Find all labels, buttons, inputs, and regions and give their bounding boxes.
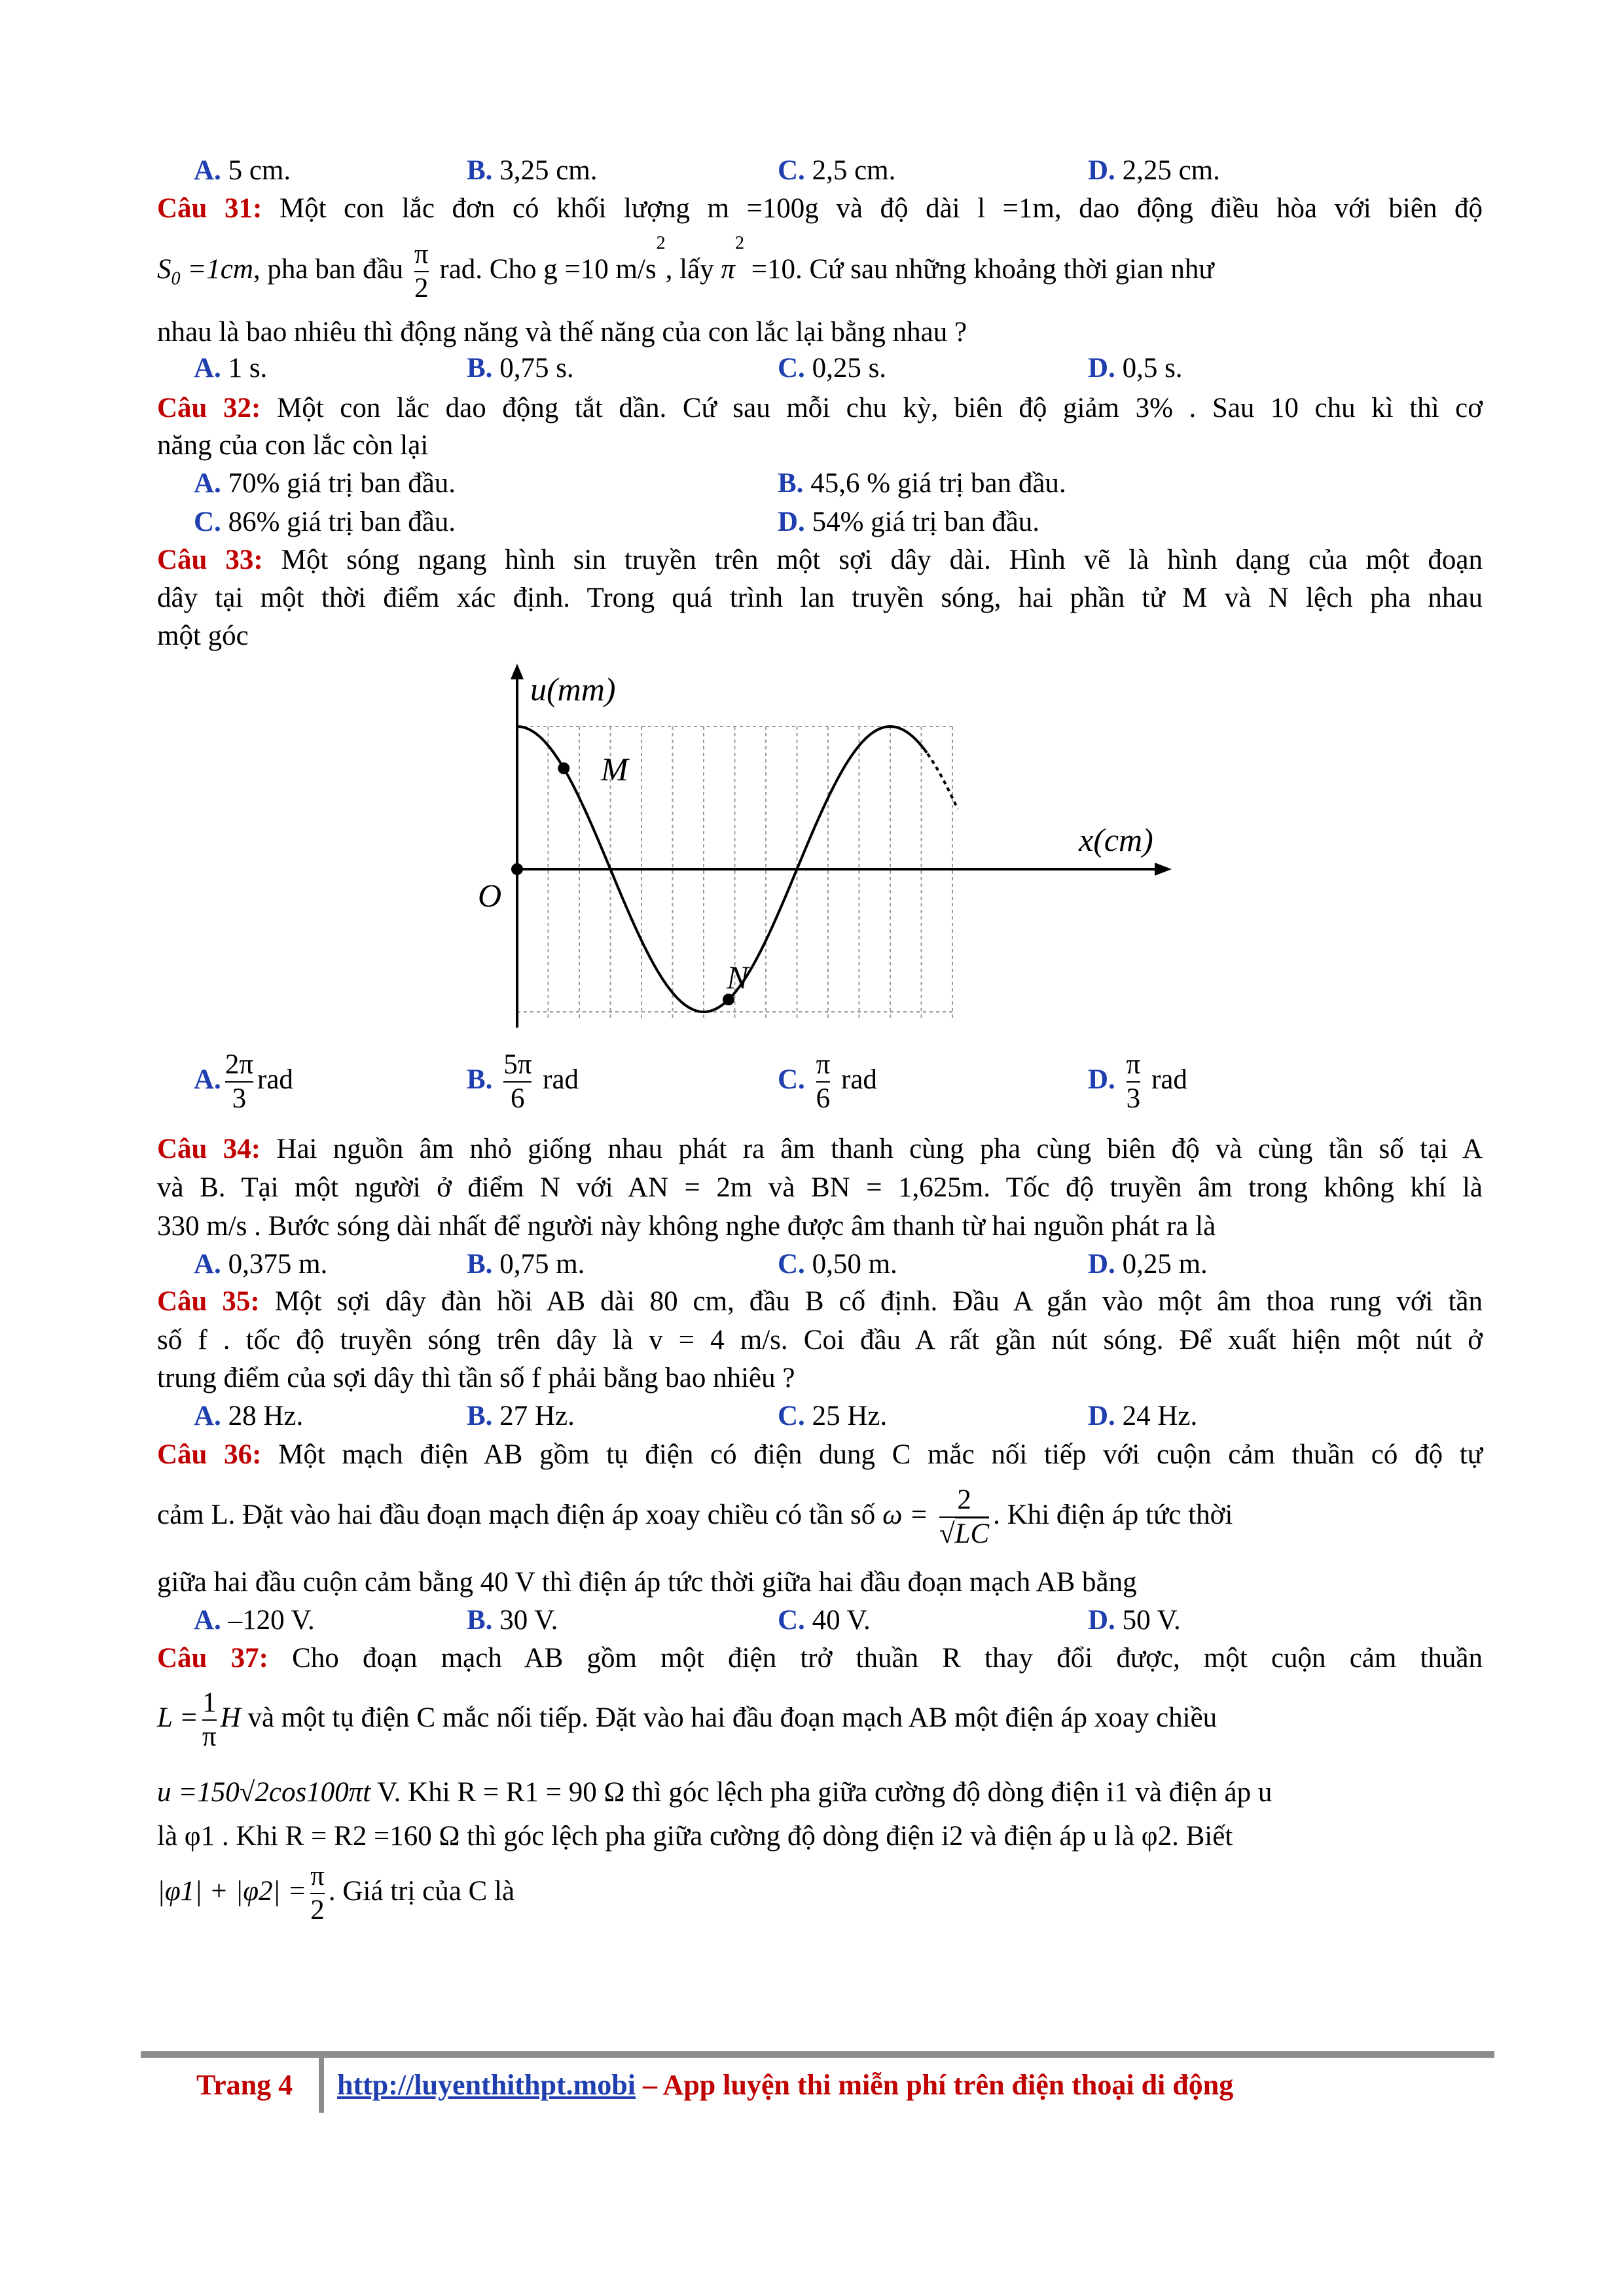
point-m-dot [558, 762, 569, 774]
q36-option-c: C. 40 V. [778, 1605, 871, 1636]
y-axis-arrow [511, 664, 524, 679]
q31-option-a: A. 1 s. [194, 353, 268, 384]
q33-option-d: D. $\frac{\pi}{3}$ rad [1088, 1049, 1187, 1115]
q36-omega-fraction: $\frac{2}{√LC}$ [939, 1484, 990, 1550]
footer-divider [319, 2058, 324, 2113]
q35-option-c: C. 25 Hz. [778, 1401, 888, 1431]
q35-option-a: A. 28 Hz. [194, 1401, 304, 1431]
q35-option-b: B. 27 Hz. [467, 1401, 575, 1431]
q31-option-b: B. 0,75 s. [467, 353, 574, 384]
footer-text: http://luyenthithpt.mobi – App luyện thi miễn phí trên điện thoại di động [337, 2069, 1234, 2101]
q33-option-a: A. $\frac{2\pi}{3}$ rad [194, 1049, 293, 1115]
q36-line-2: cảm L. Đặt vào hai đầu đoạn mạch điện áp xoay chiều có tần số ω = $\frac{2}{√LC}$ . Khi điện áp tức thời [157, 1484, 1233, 1550]
q32-line-1: Câu 32: Một con lắc dao động tắt dần. Cứ sau mỗi chu kỳ, biên độ giảm 3% . Sau 10 chu kì thì cơ [157, 393, 1483, 423]
q32-option-d: D. 54% giá trị ban đầu. [778, 507, 1040, 537]
q36-line-1: Câu 36: Một mạch điện AB gồm tụ điện có điện dung C mắc nối tiếp với cuộn cảm thuần có độ tự [157, 1439, 1483, 1470]
origin-point [511, 863, 523, 875]
q30-option-a: A. 5 cm. [194, 155, 291, 186]
q36-option-b: B. 30 V. [467, 1605, 558, 1636]
wave-curve-dashed-end [928, 754, 958, 810]
q32-option-b: B. 45,6 % giá trị ban đầu. [778, 468, 1066, 499]
q33-option-c: C. $\frac{\pi}{6}$ rad [778, 1049, 877, 1115]
q35-option-d: D. 24 Hz. [1088, 1401, 1198, 1431]
q35-line-1: Câu 35: Một sợi dây đàn hồi AB dài 80 cm, đầu B cố định. Đầu A gắn vào một âm thoa rung với tần [157, 1286, 1483, 1317]
q37-line-1: Câu 37: Cho đoạn mạch AB gồm một điện trở thuần R thay đổi được, một cuộn cảm thuần [157, 1643, 1483, 1674]
x-axis-arrow [1155, 863, 1172, 876]
point-m-label: M [601, 751, 628, 787]
q36-option-d: D. 50 V. [1088, 1605, 1181, 1636]
q30-option-b: B. 3,25 cm. [467, 155, 598, 186]
q36-line-3: giữa hai đầu cuộn cảm bằng 40 V thì điện áp tức thời giữa hai đầu đoạn mạch AB bằng [157, 1567, 1137, 1598]
q37-line-4: là φ1 . Khi R = R2 =160 Ω thì góc lệch pha giữa cường độ dòng điện i2 và điện áp u là φ2. Biết [157, 1821, 1233, 1852]
q34-line-2: và B. Tại một người ở điểm N với AN = 2m và BN = 1,625m. Tốc độ truyền âm trong không khí là [157, 1172, 1483, 1203]
q34-line-1: Câu 34: Hai nguồn âm nhỏ giống nhau phát ra âm thanh cùng pha cùng biên độ và cùng tần số tại A [157, 1134, 1483, 1164]
q31-option-d: D. 0,5 s. [1088, 353, 1183, 384]
q37-line-5: |φ1| + |φ2| = $\frac{\pi}{2}$ . Giá trị của C là [157, 1861, 515, 1926]
q34-option-d: D. 0,25 m. [1088, 1249, 1208, 1280]
q31-option-c: C. 0,25 s. [778, 353, 887, 384]
q32-option-a: A. 70% giá trị ban đầu. [194, 468, 456, 499]
footer-rule [141, 2051, 1494, 2058]
q37-sum-fraction: $\frac{\pi}{2}$ [310, 1861, 325, 1926]
q30-option-c: C. 2,5 cm. [778, 155, 896, 186]
q37-l-fraction: $\frac{1}{\pi}$ [202, 1687, 217, 1753]
q31-line-3: nhau là bao nhiêu thì động năng và thế năng của con lắc lại bằng nhau ? [157, 317, 967, 348]
q34-option-b: B. 0,75 m. [467, 1249, 585, 1280]
wave-figure [452, 661, 1185, 1034]
y-axis-label: u(mm) [530, 671, 616, 708]
q37-line-3: u =150√2cos100πt V. Khi R = R1 = 90 Ω thì góc lệch pha giữa cường độ dòng điện i1 và điện áp u [157, 1777, 1272, 1808]
q36-option-a: A. –120 V. [194, 1605, 315, 1636]
q33-line-1: Câu 33: Một sóng ngang hình sin truyền trên một sợi dây dài. Hình vẽ là hình dạng của một đoạn [157, 545, 1483, 575]
q34-line-3: 330 m/s . Bước sóng dài nhất để người này không nghe được âm thanh từ hai nguồn phát ra là [157, 1211, 1216, 1242]
point-n-label: N [727, 959, 749, 996]
q34-option-c: C. 0,50 m. [778, 1249, 897, 1280]
q33-line-3: một góc [157, 620, 249, 651]
q31-line-2: $S_0 =1cm$, pha ban đầu $\frac{\pi}{2}$ rad. Cho g =10 $m/s^2$, lấy $\pi^2 =10$. Cứ sau những khoảng thời gian như [157, 233, 1214, 304]
q30-option-d: D. 2,25 cm. [1088, 155, 1220, 186]
q37-line-2: L = $\frac{1}{\pi}$ H và một tụ điện C mắc nối tiếp. Đặt vào hai đầu đoạn mạch AB một điện áp xoay chiều [157, 1687, 1218, 1753]
q35-line-3: trung điểm của sợi dây thì tần số f phải bằng bao nhiêu ? [157, 1363, 795, 1393]
footer-page-number: Trang 4 [196, 2069, 293, 2101]
q33-line-2: dây tại một thời điểm xác định. Trong quá trình lan truyền sóng, hai phần tử M và N lệch pha nhau [157, 583, 1483, 613]
origin-label: O [478, 877, 502, 914]
q32-option-c: C. 86% giá trị ban đầu. [194, 507, 456, 537]
footer-link[interactable]: http://luyenthithpt.mobi [337, 2069, 636, 2101]
q31-line-1: Câu 31: Một con lắc đơn có khối lượng m =100g và độ dài l =1m, dao động điều hòa với biên độ [157, 193, 1483, 224]
q32-line-2: năng của con lắc còn lại [157, 430, 429, 461]
q33-option-b: B. $\frac{5\pi}{6}$ rad [467, 1049, 579, 1115]
q31-phase-fraction: $\frac{\pi}{2}$ [414, 239, 429, 304]
q34-option-a: A. 0,375 m. [194, 1249, 328, 1280]
q35-line-2: số f . tốc độ truyền sóng trên dây là v = 4 m/s. Coi đầu A rất gần nút sóng. Để xuất hiện một nút ở [157, 1325, 1483, 1355]
x-axis-label: x(cm) [1079, 821, 1153, 858]
